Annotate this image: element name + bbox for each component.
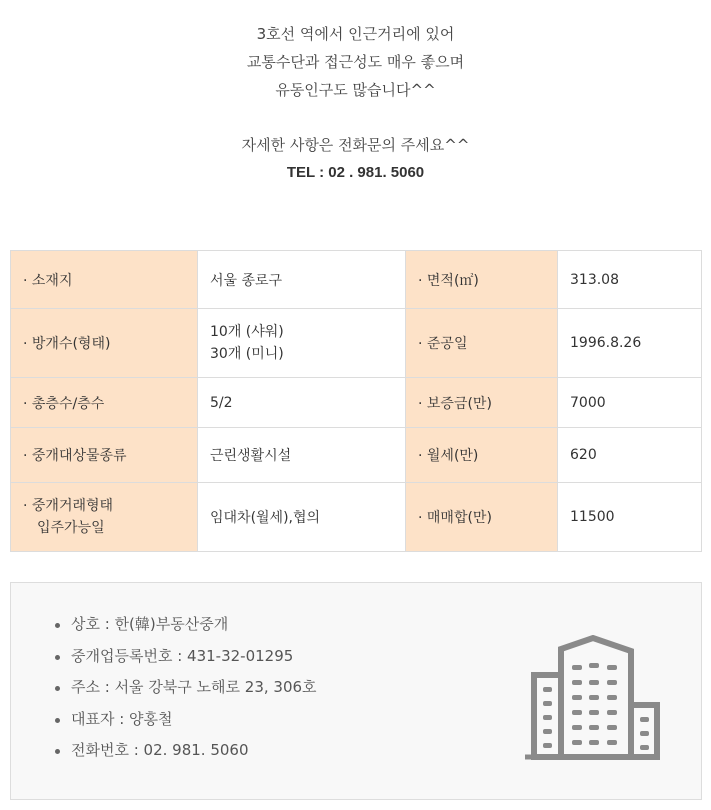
list-item: 대표자 : 양홍철 [55, 704, 317, 736]
agent-info-list [55, 609, 317, 767]
label-move-in-date: 입주가능일 [37, 520, 105, 536]
label-deposit: · 보증금(만) [406, 378, 558, 428]
label-rooms: · 방개수(형태) [11, 309, 198, 378]
value-floors: 5/2 [198, 378, 406, 428]
value-area: 313.08 [558, 251, 702, 309]
value-property-type: 근린생활시설 [198, 428, 406, 483]
value-completion-date: 1996.8.26 [558, 309, 702, 378]
value-monthly-rent: 620 [558, 428, 702, 483]
value-total: 11500 [558, 483, 702, 552]
label-transaction-type-1: · 중개거래형태 [23, 498, 114, 514]
list-item: 주소 : 서울 강북구 노해로 23, 306호 [55, 672, 317, 704]
label-monthly-rent: · 월세(만) [406, 428, 558, 483]
building-icon [521, 635, 661, 761]
table-row [11, 483, 702, 552]
contact-note: 자세한 사항은 전화문의 주세요^^ [241, 136, 470, 154]
agent-info-box [10, 582, 702, 800]
label-transaction-type [11, 483, 198, 552]
label-total: · 매매합(만) [406, 483, 558, 552]
value-deposit: 7000 [558, 378, 702, 428]
table-row [11, 428, 702, 483]
label-floors: · 총층수/층수 [11, 378, 198, 428]
value-rooms [198, 309, 406, 378]
list-item: 전화번호 : 02. 981. 5060 [55, 735, 317, 767]
label-location: · 소재지 [11, 251, 198, 309]
value-rooms-2: 30개 (미니) [210, 346, 284, 362]
value-rooms-1: 10개 (샤워) [210, 324, 284, 340]
value-location: 서울 종로구 [198, 251, 406, 309]
table-row [11, 251, 702, 309]
intro-line-2: 교통수단과 접근성도 매우 좋으며 [246, 53, 465, 71]
intro-line-3: 유동인구도 많습니다^^ [275, 81, 436, 99]
table-row [11, 309, 702, 378]
label-area: · 면적(㎡) [406, 251, 558, 309]
label-completion-date: · 준공일 [406, 309, 558, 378]
list-item: 상호 : 한(韓)부동산중개 [55, 609, 317, 641]
property-info-table [10, 250, 702, 552]
intro-line-1: 3호선 역에서 인근거리에 있어 [256, 25, 455, 43]
table-row [11, 378, 702, 428]
intro-section [0, 20, 711, 187]
label-property-type: · 중개대상물종류 [11, 428, 198, 483]
value-transaction-type: 임대차(월세),협의 [198, 483, 406, 552]
tel-number: TEL : 02 . 981. 5060 [286, 164, 425, 181]
list-item: 중개업등록번호 : 431-32-01295 [55, 641, 317, 673]
